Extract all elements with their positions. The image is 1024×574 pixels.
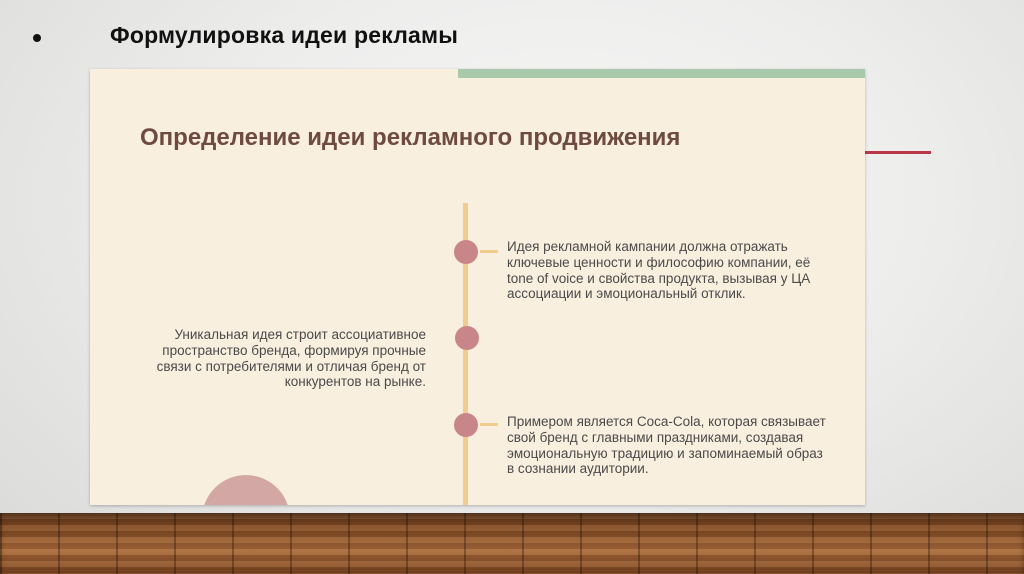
timeline-item-2-text: Уникальная идея строит ассоциативное пространство бренда, формируя прочные связи с потребителями и отличая бренд от конкурентов на рынке. [156,327,426,390]
timeline-dot-2 [455,326,479,350]
timeline-connector-3 [480,423,498,426]
slide-title: Определение идеи рекламного продвижения [140,124,681,151]
timeline-item-3-text: Примером является Coca-Cola, которая связывает свой бренд с главными праздниками, создавая эмоциональную традицию и запоминаемый образ в сознании аудитории. [507,414,826,477]
wooden-floor [0,513,1024,574]
accent-green-stripe [458,69,865,78]
timeline-connector-1 [480,250,498,253]
decorative-circle [202,475,290,505]
page-heading: Формулировка идеи рекламы [110,22,459,48]
bullet-point [33,34,41,42]
timeline-item-1-text: Идея рекламной кампании должна отражать ключевые ценности и философию компании, её tone of voice и свойства продукта, вызывая у ЦА ассоциации и эмоциональный отклик. [507,239,811,302]
timeline-dot-1 [454,240,478,264]
slide-image [90,69,865,505]
timeline-dot-3 [454,413,478,437]
